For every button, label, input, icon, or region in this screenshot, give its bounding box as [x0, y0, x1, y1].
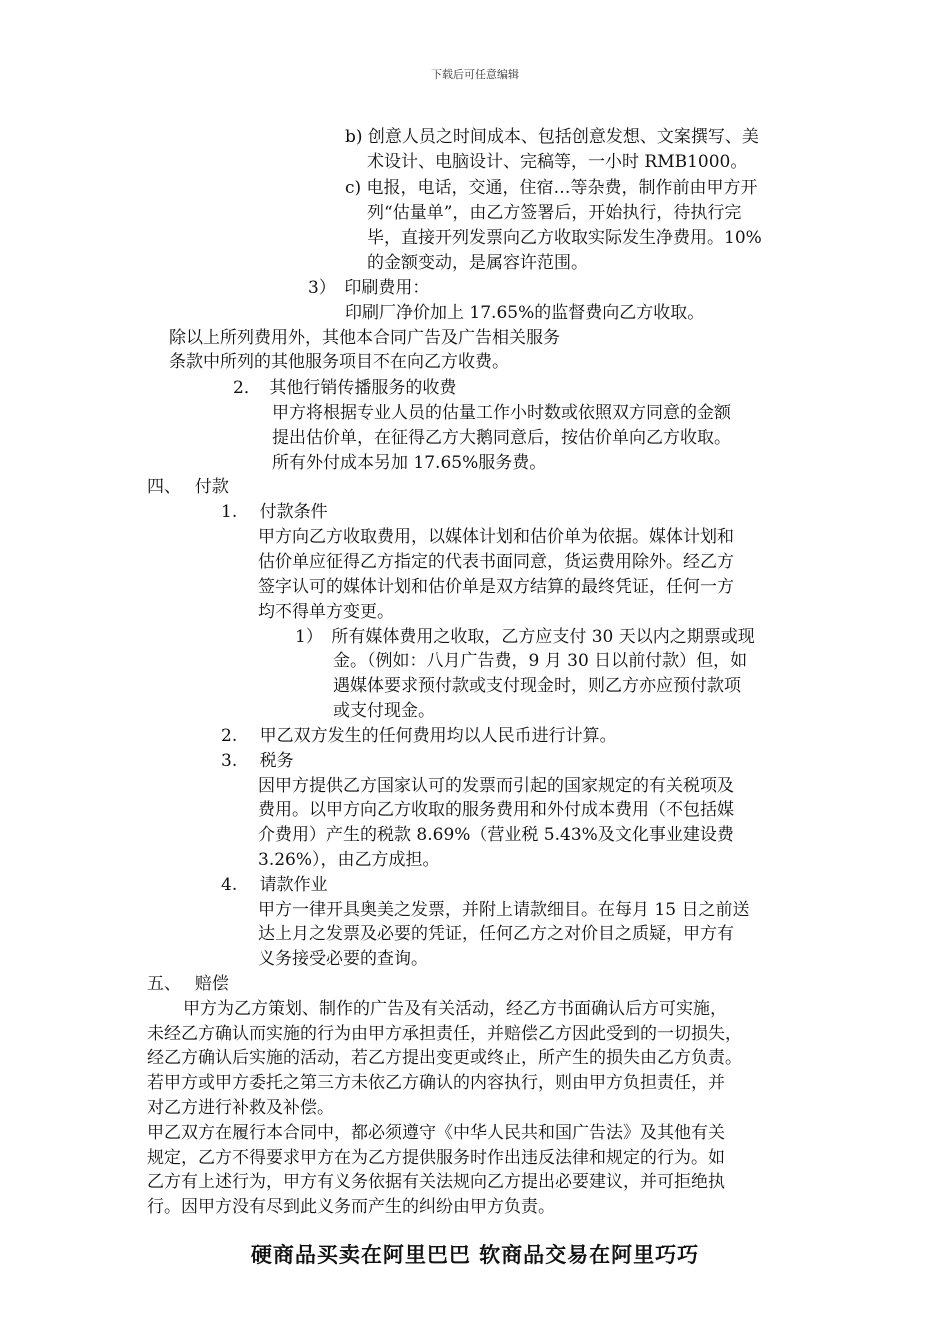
- text-line: 4. 请款作业: [221, 875, 328, 895]
- text-line: c) 电报，电话，交通，住宿…等杂费，制作前由甲方开: [345, 178, 758, 198]
- text-line: 3. 税务: [221, 751, 294, 771]
- text-line: 3.26%），由乙方成担。: [258, 850, 440, 870]
- section-heading: 四、 付款: [147, 477, 229, 497]
- text-line: 甲方为乙方策划、制作的广告及有关活动，经乙方书面确认后方可实施，: [183, 999, 727, 1019]
- text-line: 除以上所列费用外，其他本合同广告及广告相关服务: [169, 328, 560, 348]
- text-line: 的金额变动，是属容许范围。: [367, 253, 588, 273]
- text-line: 所有外付成本另加 17.65%服务费。: [272, 453, 547, 473]
- text-line: 规定，乙方不得要求甲方在为乙方提供服务时作出违反法律和规定的行为。如: [147, 1148, 725, 1168]
- text-line: b) 创意人员之时间成本、包括创意发想、文案撰写、美: [345, 127, 759, 147]
- text-line: 金。（例如：八月广告费，9 月 30 日以前付款）但，如: [333, 651, 748, 671]
- text-line: 若甲方或甲方委托之第三方未依乙方确认的内容执行，则由甲方负担责任，并: [147, 1073, 725, 1093]
- text-line: 1） 所有媒体费用之收取，乙方应支付 30 天以内之期票或现: [295, 627, 755, 647]
- text-line: 签字认可的媒体计划和估价单是双方结算的最终凭证，任何一方: [258, 577, 734, 597]
- text-line: 提出估价单，在征得乙方大鹅同意后，按估价单向乙方收取。: [272, 428, 731, 448]
- text-line: 乙方有上述行为，甲方有义务依据有关法规向乙方提出必要建议，并可拒绝执: [147, 1172, 725, 1192]
- text-line: 达上月之发票及必要的凭证，任何乙方之对价目之质疑，甲方有: [258, 924, 734, 944]
- text-line: 甲方向乙方收取费用，以媒体计划和估价单为依据。媒体计划和: [258, 527, 734, 547]
- text-line: 经乙方确认后实施的活动，若乙方提出变更或终止，所产生的损失由乙方负责。: [147, 1048, 742, 1068]
- text-line: 2． 其他行销传播服务的收费: [233, 378, 457, 398]
- text-line: 对乙方进行补救及补偿。: [147, 1098, 334, 1118]
- text-line: 术设计、电脑设计、完稿等，一小时 RMB1000。: [367, 152, 748, 172]
- text-line: 甲乙双方在履行本合同中，都必须遵守《中华人民共和国广告法》及其他有关: [147, 1123, 725, 1143]
- text-line: 2. 甲乙双方发生的任何费用均以人民币进行计算。: [221, 726, 617, 746]
- text-line: 毕，直接开列发票向乙方收取实际发生净费用。10%: [367, 228, 762, 248]
- text-line: 印刷厂净价加上 17.65%的监督费向乙方收取。: [345, 303, 705, 323]
- page-header: 下载后可任意编辑: [431, 68, 519, 81]
- text-line: 甲方一律开具奥美之发票，并附上请款细目。在每月 15 日之前送: [258, 900, 750, 920]
- text-line: 1. 付款条件: [221, 502, 328, 522]
- text-line: 行。因甲方没有尽到此义务而产生的纠纷由甲方负责。: [147, 1197, 555, 1217]
- text-line: 估价单应征得乙方指定的代表书面同意，货运费用除外。经乙方: [258, 552, 734, 572]
- section-heading: 五、 赔偿: [147, 974, 229, 994]
- text-line: 义务接受必要的查询。: [258, 949, 428, 969]
- text-line: 因甲方提供乙方国家认可的发票而引起的国家规定的有关税项及: [258, 776, 734, 796]
- text-line: 费用。以甲方向乙方收取的服务费用和外付成本费用（不包括媒: [258, 800, 734, 820]
- page-footer: 硬商品买卖在阿里巴巴 软商品交易在阿里巧巧: [250, 1242, 700, 1267]
- text-line: 遇媒体要求预付款或支付现金时，则乙方亦应预付款项: [333, 676, 741, 696]
- text-line: 均不得单方变更。: [258, 602, 394, 622]
- text-line: 3） 印刷费用：: [308, 278, 430, 298]
- text-line: 条款中所列的其他服务项目不在向乙方收费。: [169, 352, 509, 372]
- text-line: 列“估量单”，由乙方签署后，开始执行，待执行完: [367, 203, 742, 223]
- text-line: 未经乙方确认而实施的行为由甲方承担责任，并赔偿乙方因此受到的一切损失，: [147, 1024, 742, 1044]
- text-line: 甲方将根据专业人员的估量工作小时数或依照双方同意的金额: [272, 403, 731, 423]
- text-line: 或支付现金。: [333, 701, 435, 721]
- text-line: 介费用）产生的税款 8.69%（营业税 5.43%及文化事业建设费: [258, 825, 734, 845]
